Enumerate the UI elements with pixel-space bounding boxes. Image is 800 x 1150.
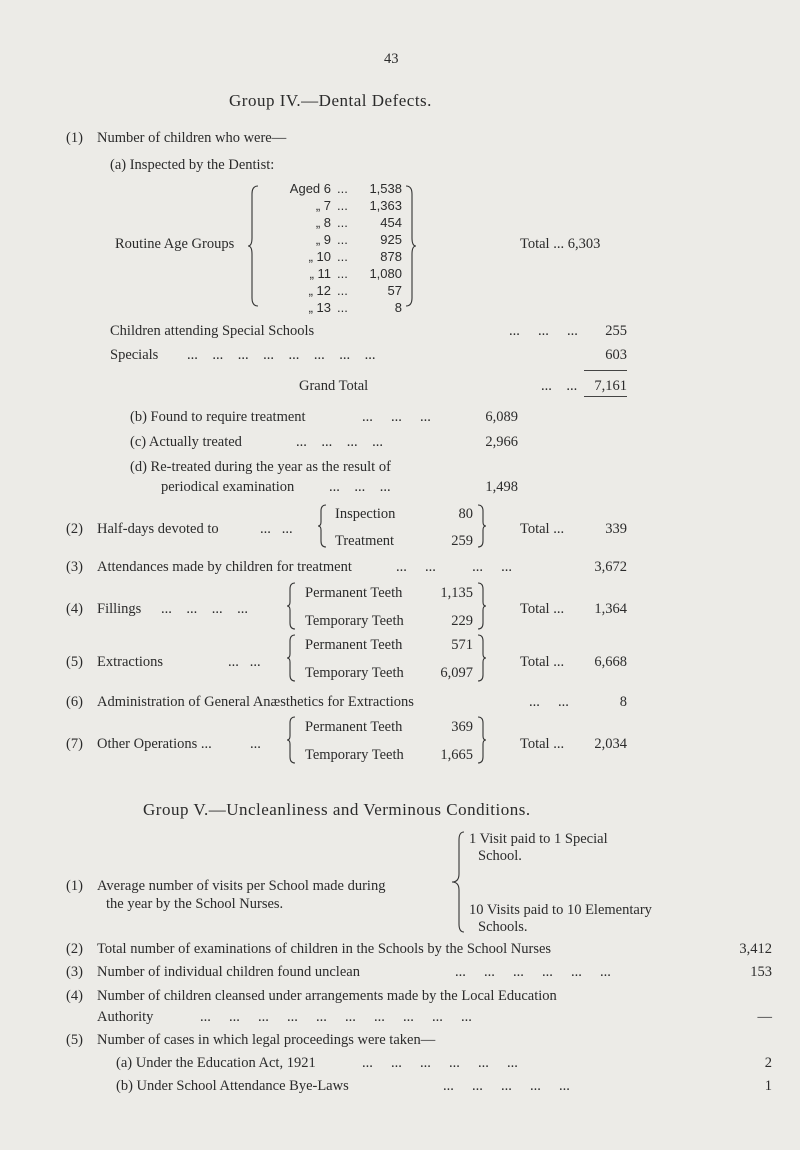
- sub-value: 6,097: [440, 665, 473, 681]
- sub-value: 259: [451, 533, 473, 549]
- age-label: Aged 6: [289, 181, 331, 196]
- item-number: (3): [66, 559, 83, 575]
- retreated-label-1: (d) Re-treated during the year as the result of: [130, 459, 391, 475]
- found-treatment-value: 6,089: [485, 409, 518, 425]
- legal-proceedings-label: Number of cases in which legal proceedings were taken—: [97, 1032, 436, 1048]
- visits-label-1: Average number of visits per School made during: [97, 878, 386, 894]
- right-brace: [478, 505, 488, 547]
- visit-note-2a: 10 Visits paid to 10 Elementary: [469, 902, 652, 918]
- age-value: 1,538: [369, 181, 402, 196]
- special-schools-label: Children attending Special Schools: [110, 323, 315, 339]
- visit-note-2b: Schools.: [478, 919, 528, 935]
- age-value: 878: [380, 249, 402, 264]
- visit-note-1a: 1 Visit paid to 1 Special: [469, 831, 608, 847]
- sub-label: Permanent Teeth: [305, 719, 403, 735]
- total-label: Total ...: [520, 601, 565, 617]
- age-value: 57: [387, 283, 402, 298]
- grand-total-label: Grand Total: [299, 378, 369, 394]
- group4-title: Group IV.—Dental Defects.: [229, 91, 432, 110]
- age-value: 454: [380, 215, 402, 230]
- item-number: (4): [66, 601, 83, 617]
- age-label: „ 12: [308, 283, 331, 298]
- total-label: Total ...: [520, 736, 565, 752]
- right-brace: [478, 583, 488, 629]
- visits-label-2: the year by the School Nurses.: [106, 896, 284, 912]
- item-number: (5): [66, 1032, 83, 1048]
- sub-value: 229: [451, 613, 473, 629]
- cleansed-label-1: Number of children cleansed under arrangements made by the Local Education: [97, 988, 557, 1004]
- age-value: 8: [394, 300, 402, 315]
- education-act-label: (a) Under the Education Act, 1921: [116, 1055, 316, 1071]
- other-operations-label: Other Operations ...: [97, 736, 212, 752]
- education-act-value: 2: [764, 1055, 772, 1071]
- item-number: (1): [66, 878, 83, 894]
- item-number: (3): [66, 964, 83, 980]
- age-label: „ 9: [315, 232, 331, 247]
- total-label: Total ...: [520, 654, 565, 670]
- anaesthetics-label: Administration of General Anæsthetics for Extractions: [97, 694, 414, 710]
- item-number: (4): [66, 988, 83, 1004]
- group5-title: Group V.—Uncleanliness and Verminous Conditions.: [143, 800, 531, 819]
- item-label: Number of children who were—: [97, 130, 287, 146]
- item-number: (7): [66, 736, 83, 752]
- right-brace: [478, 635, 488, 681]
- age-label: „ 8: [315, 215, 331, 230]
- sub-item-label: (a) Inspected by the Dentist:: [110, 157, 275, 173]
- age-value: 1,363: [369, 198, 402, 213]
- routine-age-groups-label: Routine Age Groups: [115, 236, 235, 252]
- found-treatment-label: (b) Found to require treatment: [130, 409, 306, 425]
- retreated-label-2: periodical examination: [161, 479, 295, 495]
- item-number: (5): [66, 654, 83, 670]
- item-number: (2): [66, 941, 83, 957]
- left-brace: [287, 583, 297, 629]
- visit-note-1b: School.: [478, 848, 522, 864]
- total-label: Total ...: [520, 521, 565, 537]
- age-value: 925: [380, 232, 402, 247]
- sub-label: Treatment: [335, 533, 395, 549]
- left-brace: [287, 635, 297, 681]
- half-days-label: Half-days devoted to: [97, 521, 219, 537]
- age-label: „ 11: [309, 266, 331, 281]
- extractions-label: Extractions: [97, 654, 164, 670]
- left-brace: [318, 505, 328, 547]
- bye-laws-label: (b) Under School Attendance Bye-Laws: [116, 1078, 349, 1094]
- cleansed-value: —: [757, 1009, 772, 1025]
- divider: [584, 370, 627, 371]
- grand-total-value: 7,161: [594, 378, 627, 394]
- fillings-label: Fillings: [97, 601, 142, 617]
- sub-value: 571: [451, 637, 473, 653]
- total-value: 6,668: [594, 654, 627, 670]
- sub-value: 1,665: [440, 747, 473, 763]
- sub-value: 369: [451, 719, 473, 735]
- left-brace: [287, 717, 297, 763]
- anaesthetics-value: 8: [619, 694, 627, 710]
- attendances-value: 3,672: [594, 559, 627, 575]
- total-value: 339: [605, 521, 627, 537]
- examinations-label: Total number of examinations of children in the Schools by the School Nurses: [97, 941, 552, 957]
- page-number: 43: [384, 51, 399, 67]
- bye-laws-value: 1: [764, 1078, 772, 1094]
- routine-total: Total ... 6,303: [520, 236, 601, 252]
- specials-label: Specials: [110, 347, 159, 363]
- right-brace: [406, 186, 418, 306]
- item-number: (1): [66, 130, 83, 146]
- sub-label: Inspection: [335, 506, 396, 522]
- left-brace: [452, 832, 466, 932]
- sub-label: Permanent Teeth: [305, 637, 403, 653]
- unclean-label: Number of individual children found unclean: [97, 964, 360, 980]
- cleansed-label-2: Authority: [97, 1009, 154, 1025]
- sub-label: Permanent Teeth: [305, 585, 403, 601]
- item-number: (6): [66, 694, 83, 710]
- sub-label: Temporary Teeth: [305, 747, 404, 763]
- left-brace: [248, 186, 260, 306]
- age-label: „ 13: [308, 300, 331, 315]
- sub-value: 1,135: [440, 585, 473, 601]
- special-schools-value: 255: [605, 323, 627, 339]
- retreated-value: 1,498: [485, 479, 518, 495]
- examinations-value: 3,412: [739, 941, 772, 957]
- sub-label: Temporary Teeth: [305, 613, 404, 629]
- actually-treated-value: 2,966: [485, 434, 518, 450]
- total-value: 1,364: [594, 601, 627, 617]
- unclean-value: 153: [750, 964, 772, 980]
- specials-value: 603: [605, 347, 627, 363]
- item-number: (2): [66, 521, 83, 537]
- attendances-label: Attendances made by children for treatment: [97, 559, 352, 575]
- age-label: „ 7: [315, 198, 331, 213]
- divider: [584, 396, 627, 397]
- actually-treated-label: (c) Actually treated: [130, 434, 242, 450]
- age-label: „ 10: [308, 249, 331, 264]
- sub-value: 80: [458, 506, 473, 522]
- sub-label: Temporary Teeth: [305, 665, 404, 681]
- total-value: 2,034: [594, 736, 627, 752]
- age-value: 1,080: [369, 266, 402, 281]
- right-brace: [478, 717, 488, 763]
